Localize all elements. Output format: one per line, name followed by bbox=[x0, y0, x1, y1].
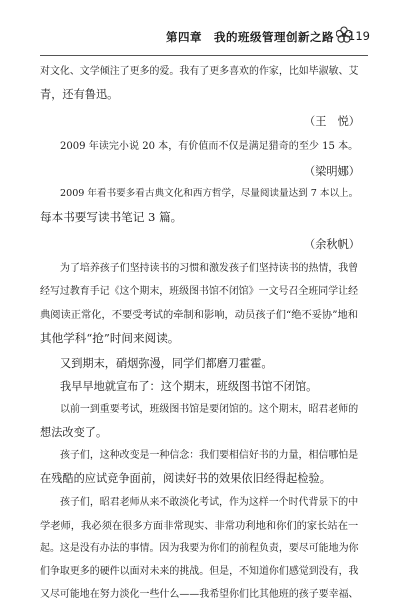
body-line: 学老师，我必须在很多方面非常现实、非常功利地和你们的家长站在一 bbox=[40, 520, 359, 532]
header-rule bbox=[40, 55, 368, 56]
body-line: 以前一到重要考试，班级图书馆是要闭馆的。这个期末，昭君老师的 bbox=[60, 404, 359, 415]
author-signature: （王 悦） bbox=[304, 115, 360, 128]
author-signature: （梁明娜） bbox=[304, 165, 360, 178]
body-line: 2009 年看书要多看古典文化和西方哲学，尽量阅读量达到 7 本以上。 bbox=[60, 188, 359, 199]
body-line: 起。这是没有办法的事情。因为我要为你们的前程负责，要尽可能地为你 bbox=[40, 543, 359, 554]
body-line: 其他学科“抢”时间来阅读。 bbox=[40, 331, 180, 345]
body-line: 我早早地就宣布了：这个期末，班级图书馆不闭馆。 bbox=[60, 380, 318, 393]
body-line: 对文化、文学倾注了更多的爱。我有了更多喜欢的作家，比如毕淑敏、艾 bbox=[40, 66, 359, 77]
body-line: 又尽可能地在努力淡化一些什么——我希望你们比其他班的孩子要幸福、 bbox=[40, 589, 359, 600]
author-signature: （余秋帆） bbox=[304, 238, 360, 251]
body-line: 孩子们，这种改变是一种信念：我们要相信好书的力量，相信哪怕是 bbox=[60, 450, 359, 461]
body-line: 又到期末，硝烟弥漫，同学们都磨刀霍霍。 bbox=[60, 357, 273, 370]
body-line: 典阅读正常化，不要受考试的牵制和影响，动员孩子们“绝不妥协”地和 bbox=[40, 309, 358, 321]
chapter-title: 第四章 我的班级管理创新之路 bbox=[166, 30, 334, 44]
body-line: 孩子们，昭君老师从来不敢淡化考试，作为这样一个时代背景下的中 bbox=[60, 497, 359, 508]
body-line: 为了培养孩子们坚持读书的习惯和激发孩子们坚持读书的热情，我曾 bbox=[60, 263, 359, 274]
body-line: 经写过教育手记《这个期末，班级图书馆不闭馆》一文号召全班同学让经 bbox=[40, 286, 359, 297]
body-line: 每本书要写读书笔记 3 篇。 bbox=[40, 210, 183, 224]
body-line: 2009 年读完小说 20 本，有价值而不仅是满足猎奇的至少 15 本。 bbox=[60, 141, 359, 152]
running-header bbox=[0, 28, 400, 50]
body-line: 想法改变了。 bbox=[40, 426, 108, 439]
body-line: 们争取更多的硬件以面对未来的挑战。但是，不知道你们感觉到没有，我 bbox=[40, 566, 359, 577]
body-line: 青，还有鲁迅。 bbox=[40, 88, 119, 101]
body-line: 在残酷的应试竞争面前，阅读好书的效果依旧经得起检验。 bbox=[40, 472, 331, 485]
page-number: 119 bbox=[348, 29, 370, 43]
